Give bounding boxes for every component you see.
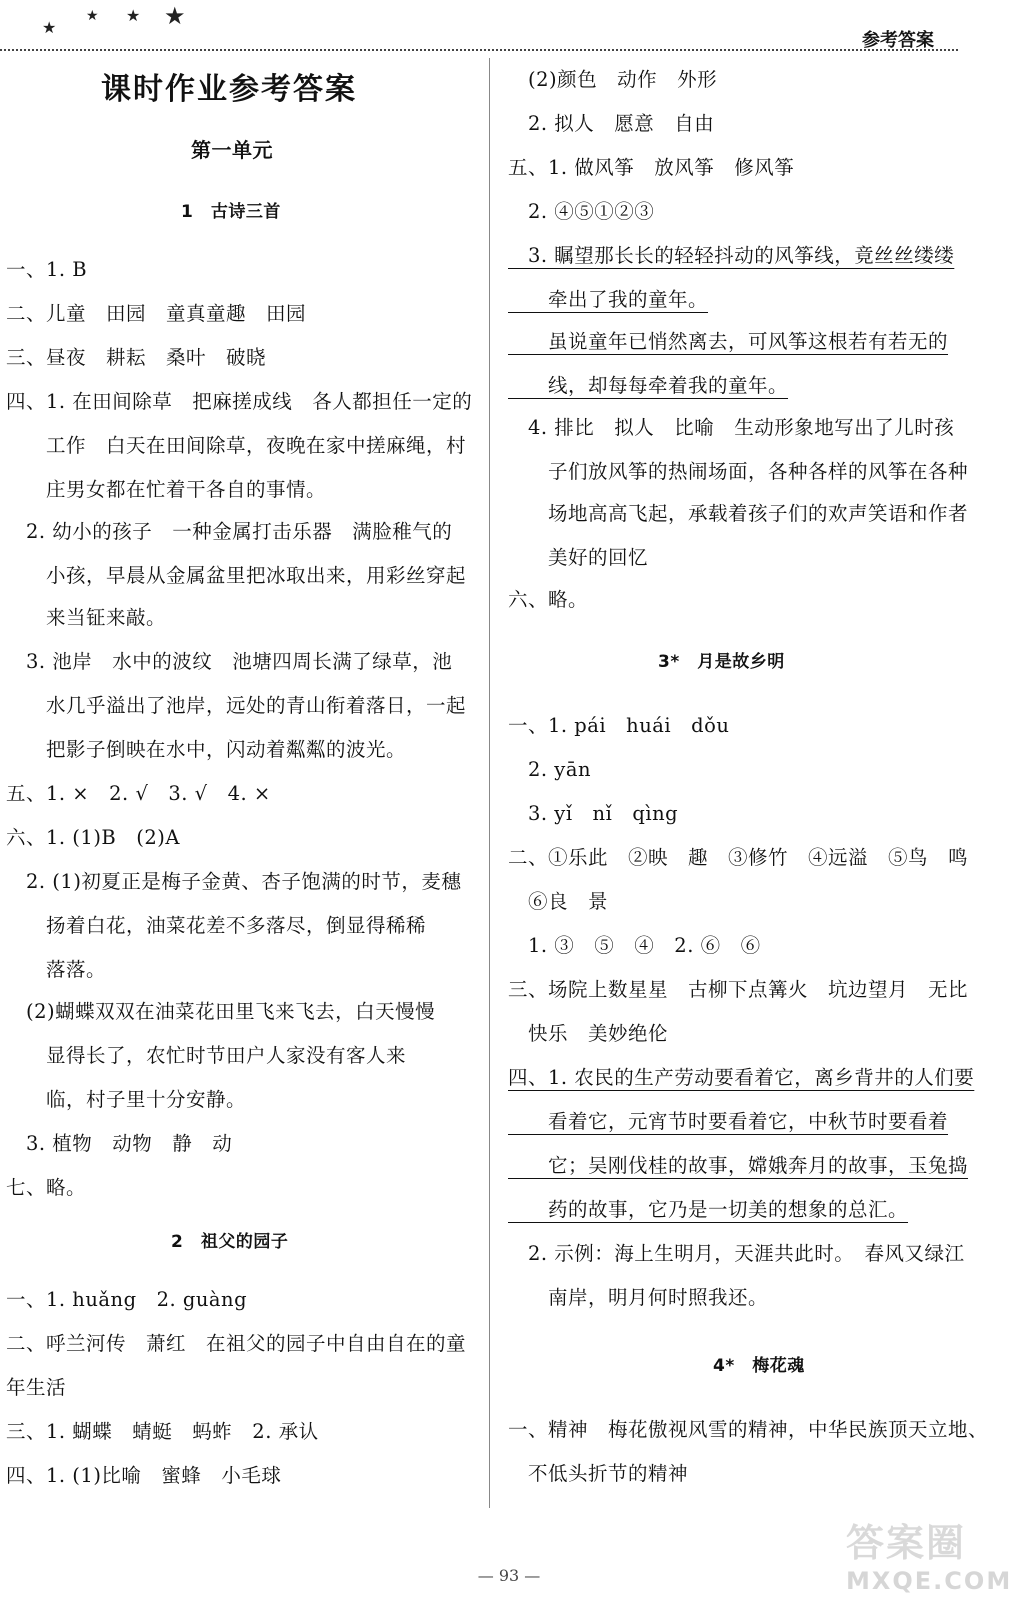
watermark-bottom: MXQE.COM	[846, 1567, 1013, 1595]
answer-line: 南岸，明月何时照我还。	[508, 1286, 769, 1309]
answer-line: 一、1. huǎng 2. guàng	[6, 1288, 248, 1311]
answer-line: 七、略。	[6, 1176, 87, 1199]
column-divider	[489, 58, 490, 1508]
answer-line: 二、呼兰河传 萧红 在祖父的园子中自由自在的童	[6, 1332, 467, 1355]
answer-line: (2)颜色 动作 外形	[508, 68, 718, 91]
answer-line: 显得长了，农忙时节田户人家没有客人来	[6, 1044, 407, 1067]
watermark-logo	[846, 1512, 1013, 1595]
answer-line: 3. 植物 动物 静 动	[6, 1132, 233, 1155]
answer-line: 2. ④⑤①②③	[508, 200, 655, 223]
section-heading: 2 祖父的园子	[171, 1232, 289, 1252]
answer-line: 2. 幼小的孩子 一种金属打击乐器 满脸稚气的	[6, 520, 453, 543]
answer-line: 3. 池岸 水中的波纹 池塘四周长满了绿草，池	[6, 650, 453, 673]
answer-line: 落落。	[6, 958, 107, 981]
answer-line: 三、场院上数星星 古柳下点篝火 坑边望月 无比	[508, 978, 969, 1001]
answer-line: 3. yǐ nǐ qìng	[508, 802, 679, 825]
answer-line: 场地高高飞起，承载着孩子们的欢声笑语和作者	[508, 502, 969, 525]
answer-line: 五、1. 做风筝 放风筝 修风筝	[508, 156, 795, 179]
answer-line: 一、精神 梅花傲视风雪的精神，中华民族顶天立地、	[508, 1418, 989, 1441]
answer-line: 四、1. (1)比喻 蜜蜂 小毛球	[6, 1464, 282, 1487]
watermark-top: 答案圈	[846, 1521, 967, 1565]
header-label: 参考答案	[862, 30, 934, 51]
section-heading: 4* 梅花魂	[713, 1356, 805, 1376]
answer-line: 小孩，早晨从金属盆里把冰取出来，用彩丝穿起	[6, 564, 467, 587]
answer-line: 六、略。	[508, 588, 589, 611]
answer-line: 五、1. × 2. √ 3. √ 4. ×	[6, 782, 271, 805]
answer-line: 四、1. 在田间除草 把麻搓成线 各人都担任一定的	[6, 390, 473, 413]
header-rule	[0, 49, 958, 51]
answer-line: 快乐 美妙绝伦	[508, 1022, 669, 1045]
answer-line: 药的故事，它乃是一切美的想象的总汇。	[508, 1198, 909, 1221]
answer-line: 2. (1)初夏正是梅子金黄、杏子饱满的时节，麦穗	[6, 870, 462, 893]
answer-line: (2)蝴蝶双双在油菜花田里飞来飞去，白天慢慢	[6, 1000, 436, 1023]
answer-line: 水几乎溢出了池岸，远处的青山衔着落日，一起	[6, 694, 467, 717]
star-icon: ★	[42, 18, 57, 37]
star-icon: ★	[86, 8, 99, 24]
answer-line: 它；吴刚伐桂的故事，嫦娥奔月的故事，玉兔捣	[508, 1154, 969, 1177]
answer-line: 二、儿童 田园 童真童趣 田园	[6, 302, 307, 325]
answer-line: 线，却每每牵着我的童年。	[508, 374, 789, 397]
answer-line: 4. 排比 拟人 比喻 生动形象地写出了儿时孩	[508, 416, 955, 439]
answer-line: 四、1. 农民的生产劳动要看着它，离乡背井的人们要	[508, 1066, 975, 1089]
page-number: — 93 —	[477, 1566, 541, 1585]
answer-line: 三、1. 蝴蝶 蜻蜓 蚂蚱 2. 承认	[6, 1420, 319, 1443]
answer-line: ⑥良 景	[508, 890, 609, 913]
section-heading: 3* 月是故乡明	[658, 652, 785, 672]
answer-line: 二、①乐此 ②映 趣 ③修竹 ④远溢 ⑤鸟 鸣	[508, 846, 969, 869]
answer-line: 扬着白花，油菜花差不多落尽，倒显得稀稀	[6, 914, 427, 937]
answer-line: 来当钲来敲。	[6, 606, 167, 629]
answer-line: 2. yān	[508, 758, 592, 781]
section-heading: 第一单元	[191, 138, 273, 162]
section-heading: 1 古诗三首	[181, 202, 281, 222]
page-header	[0, 0, 1018, 58]
answer-line: 美好的回忆	[508, 546, 649, 569]
answer-line: 工作 白天在田间除草，夜晚在家中搓麻绳，村	[6, 434, 467, 457]
answer-line: 六、1. (1)B (2)A	[6, 826, 180, 849]
answer-line: 虽说童年已悄然离去，可风筝这根若有若无的	[508, 330, 949, 353]
answer-line: 子们放风筝的热闹场面，各种各样的风筝在各种	[508, 460, 969, 483]
answer-line: 一、1. B	[6, 258, 88, 281]
answer-line: 临，村子里十分安静。	[6, 1088, 247, 1111]
answer-line: 庄男女都在忙着干各自的事情。	[6, 478, 327, 501]
answer-line: 一、1. pái huái dǒu	[508, 714, 730, 737]
answer-line: 2. 示例：海上生明月，天涯共此时。 春风又绿江	[508, 1242, 965, 1265]
answer-line: 牵出了我的童年。	[508, 288, 709, 311]
answer-line: 3. 瞩望那长长的轻轻抖动的风筝线，竟丝丝缕缕	[508, 244, 955, 267]
answer-line: 看着它，元宵节时要看着它，中秋节时要看着	[508, 1110, 949, 1133]
page-title: 课时作业参考答案	[101, 72, 357, 107]
answer-line: 2. 拟人 愿意 自由	[508, 112, 715, 135]
answer-line: 把影子倒映在水中，闪动着粼粼的波光。	[6, 738, 407, 761]
answer-line: 年生活	[6, 1376, 67, 1399]
answer-line: 三、昼夜 耕耘 桑叶 破晓	[6, 346, 267, 369]
star-icon: ★	[164, 2, 186, 30]
star-icon: ★	[126, 6, 141, 25]
answer-line: 不低头折节的精神	[508, 1462, 689, 1485]
answer-line: 1. ③ ⑤ ④ 2. ⑥ ⑥	[508, 934, 761, 957]
